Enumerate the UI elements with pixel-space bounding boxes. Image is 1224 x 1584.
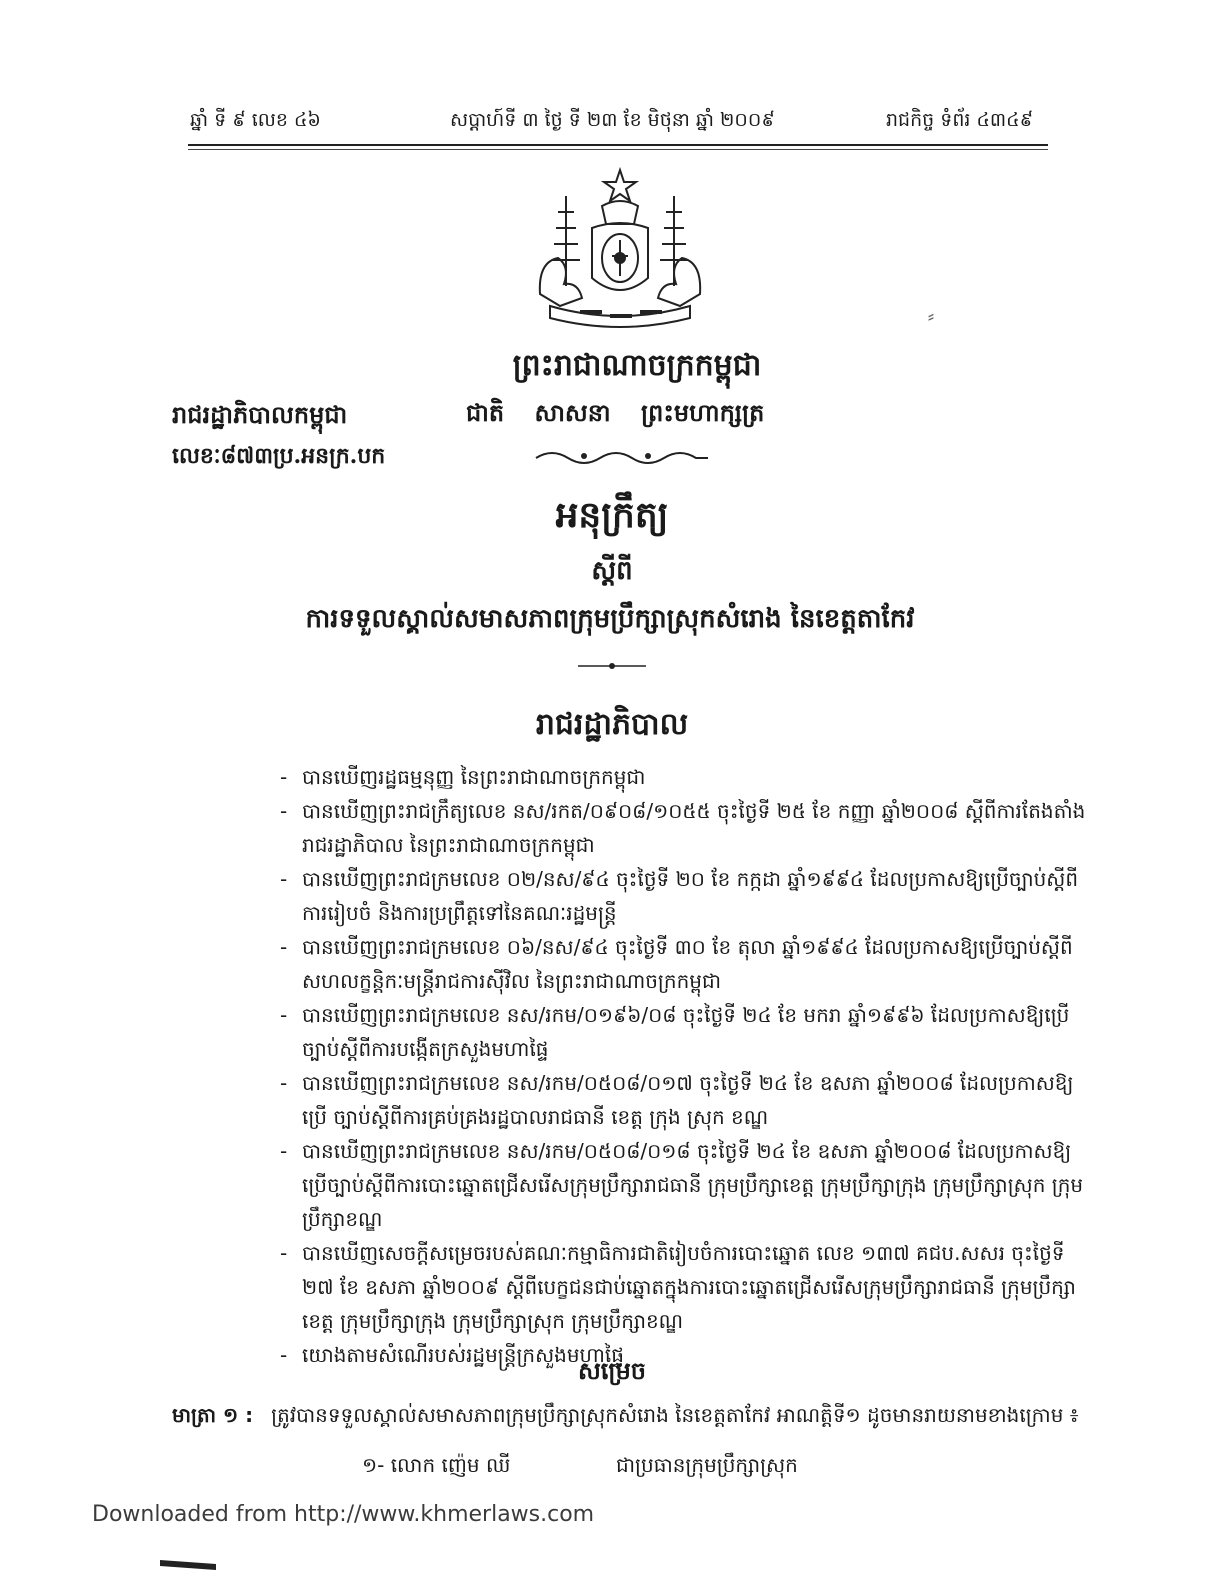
recital-item: - បានឃើញព្រះរាជក្រមលេខ នស/រកម/០៥០៨/០១៧ ចុះថ្ងៃទី ២៤ ខែ ឧសភា ឆ្នាំ២០០៨ ដែលប្រកាសឱ្យប្រើ ច្បាប់ស្តីពីការគ្រប់គ្រងរដ្ឋបាលរាជធានី ខេត្ត ក្រុង ស្រុក ខណ្ឌ [280,1071,1074,1129]
member-name: ១- លោក ញ៉េម ឈី [362,1453,511,1477]
document-type: អនុក្រឹត្យ [555,494,669,536]
scan-artifact: ⸗ [928,306,934,327]
header-issue: ឆ្នាំ ទី ៩ លេខ ៤៦ [190,109,321,131]
scan-artifact-edge [160,1560,216,1570]
header-rule-thin [188,149,1048,150]
member-row [362,1452,798,1482]
article-label: មាត្រា ១ : [172,1403,254,1427]
flourish-ornament-icon [532,446,712,468]
recital-item: - បានឃើញរដ្ឋធម្មនុញ្ញ នៃព្រះរាជាណាចក្រកម្ពុជា [280,765,646,789]
header-date: សប្តាហ៍ទី ៣ ថ្ងៃ ទី ២៣ ខែ មិថុនា ឆ្នាំ ២០០៩ [450,109,775,131]
concerning-label: ស្តីពី [591,556,633,586]
kingdom-title: ព្រះរាជាណាចក្រកម្ពុជា [512,348,762,383]
national-motto: ជាតិ សាសនា ព្រះមហាក្សត្រ [466,398,765,427]
header-rule [188,144,1048,146]
document-subject: ការទទួលស្គាល់សមាសភាពក្រុមប្រឹក្សាស្រុកសំរោង នៃខេត្តតាកែវ [305,604,915,634]
member-role: ជាប្រធានក្រុមប្រឹក្សាស្រុក [616,1453,798,1477]
document-number: លេខៈ៨៧៣ប្រ.អនក្រ.បក [172,443,386,469]
issuer-name: រាជរដ្ឋាភិបាលកម្ពុជា [172,400,348,429]
royal-coat-of-arms-icon [530,166,710,336]
article-text: ត្រូវបានទទួលស្គាល់សមាសភាពក្រុមប្រឹក្សាស្រុកសំរោង នៃខេត្តតាកែវ អាណត្តិទី១ ដូចមានរាយនាមខាងក្រោម ៖ [271,1403,1079,1427]
section-divider-icon [576,660,648,672]
decision-heading: សម្រេច [577,1356,647,1385]
recital-item: - បានឃើញសេចក្តីសម្រេចរបស់គណៈកម្មាធិការជាតិរៀបចំការបោះឆ្នោត លេខ ១៣៧ គជប.សសរ ចុះថ្ងៃទី ២៧ ខែ ឧសភា ឆ្នាំ២០០៩ ស្តីពីបេក្ខជនជាប់ឆ្នោតក្នុងការបោះឆ្នោតជ្រើសរើសក្រុមប្រឹក្សារាជធានី ក្រុមប្រឹក្សាខេត្ត ក្រុមប្រឹក្សាក្រុង ក្រុមប្រឹក្សាស្រុក ក្រុមប្រឹក្សាខណ្ឌ [280,1241,1076,1333]
recital-item: - យោងតាមសំណើរបស់រដ្ឋមន្ត្រីក្រសួងមហាផ្ទៃ [280,1343,624,1367]
recital-item: - បានឃើញព្រះរាជក្រមលេខ នស/រកម/០១៩៦/០៨ ចុះថ្ងៃទី ២៤ ខែ មករា ឆ្នាំ១៩៩៦ ដែលប្រកាសឱ្យប្រើ ច្បាប់ស្តីពីការបង្កើតក្រសួងមហាផ្ទៃ [280,1003,1070,1061]
government-heading: រាជរដ្ឋាភិបាល [535,707,689,742]
article-1 [172,1402,1092,1432]
download-source-footer: Downloaded from http://www.khmerlaws.com [92,1502,595,1527]
recital-item: - បានឃើញព្រះរាជក្រឹត្យលេខ នស/រកត/០៩០៨/១០៥៥ ចុះថ្ងៃទី ២៥ ខែ កញ្ញា ឆ្នាំ២០០៨ ស្តីពីការតែងតាំង រាជរដ្ឋាភិបាល នៃព្រះរាជាណាចក្រកម្ពុជា [280,799,1086,857]
recital-item: - បានឃើញព្រះរាជក្រមលេខ នស/រកម/០៥០៨/០១៨ ចុះថ្ងៃទី ២៤ ខែ ឧសភា ឆ្នាំ២០០៨ ដែលប្រកាសឱ្យ ប្រើច្បាប់ស្តីពីការបោះឆ្នោតជ្រើសរើសក្រុមប្រឹក្សារាជធានី ក្រុមប្រឹក្សាខេត្ត ក្រុមប្រឹក្សាក្រុង ក្រុមប្រឹក្សាស្រុក ក្រុមប្រឹក្សាខណ្ឌ [280,1139,1084,1231]
recitals-list [280,760,1092,1372]
recital-item: - បានឃើញព្រះរាជក្រមលេខ ០២/នស/៩៤ ចុះថ្ងៃទី ២០ ខែ កក្កដា ឆ្នាំ១៩៩៤ ដែលប្រកាសឱ្យប្រើច្បាប់ស្តីពី ការរៀបចំ និងការប្រព្រឹត្តទៅនៃគណៈរដ្ឋមន្ត្រី [280,867,1079,925]
header-page: រាជកិច្ច ទំព័រ ៤៣៤៩ [886,109,1034,131]
recital-item: - បានឃើញព្រះរាជក្រមលេខ ០៦/នស/៩៤ ចុះថ្ងៃទី ៣០ ខែ តុលា ឆ្នាំ១៩៩៤ ដែលប្រកាសឱ្យប្រើច្បាប់ស្តីពី សហលក្ខន្តិកៈមន្ត្រីរាជការស៊ីវិល នៃព្រះរាជាណាចក្រកម្ពុជា [280,935,1073,993]
